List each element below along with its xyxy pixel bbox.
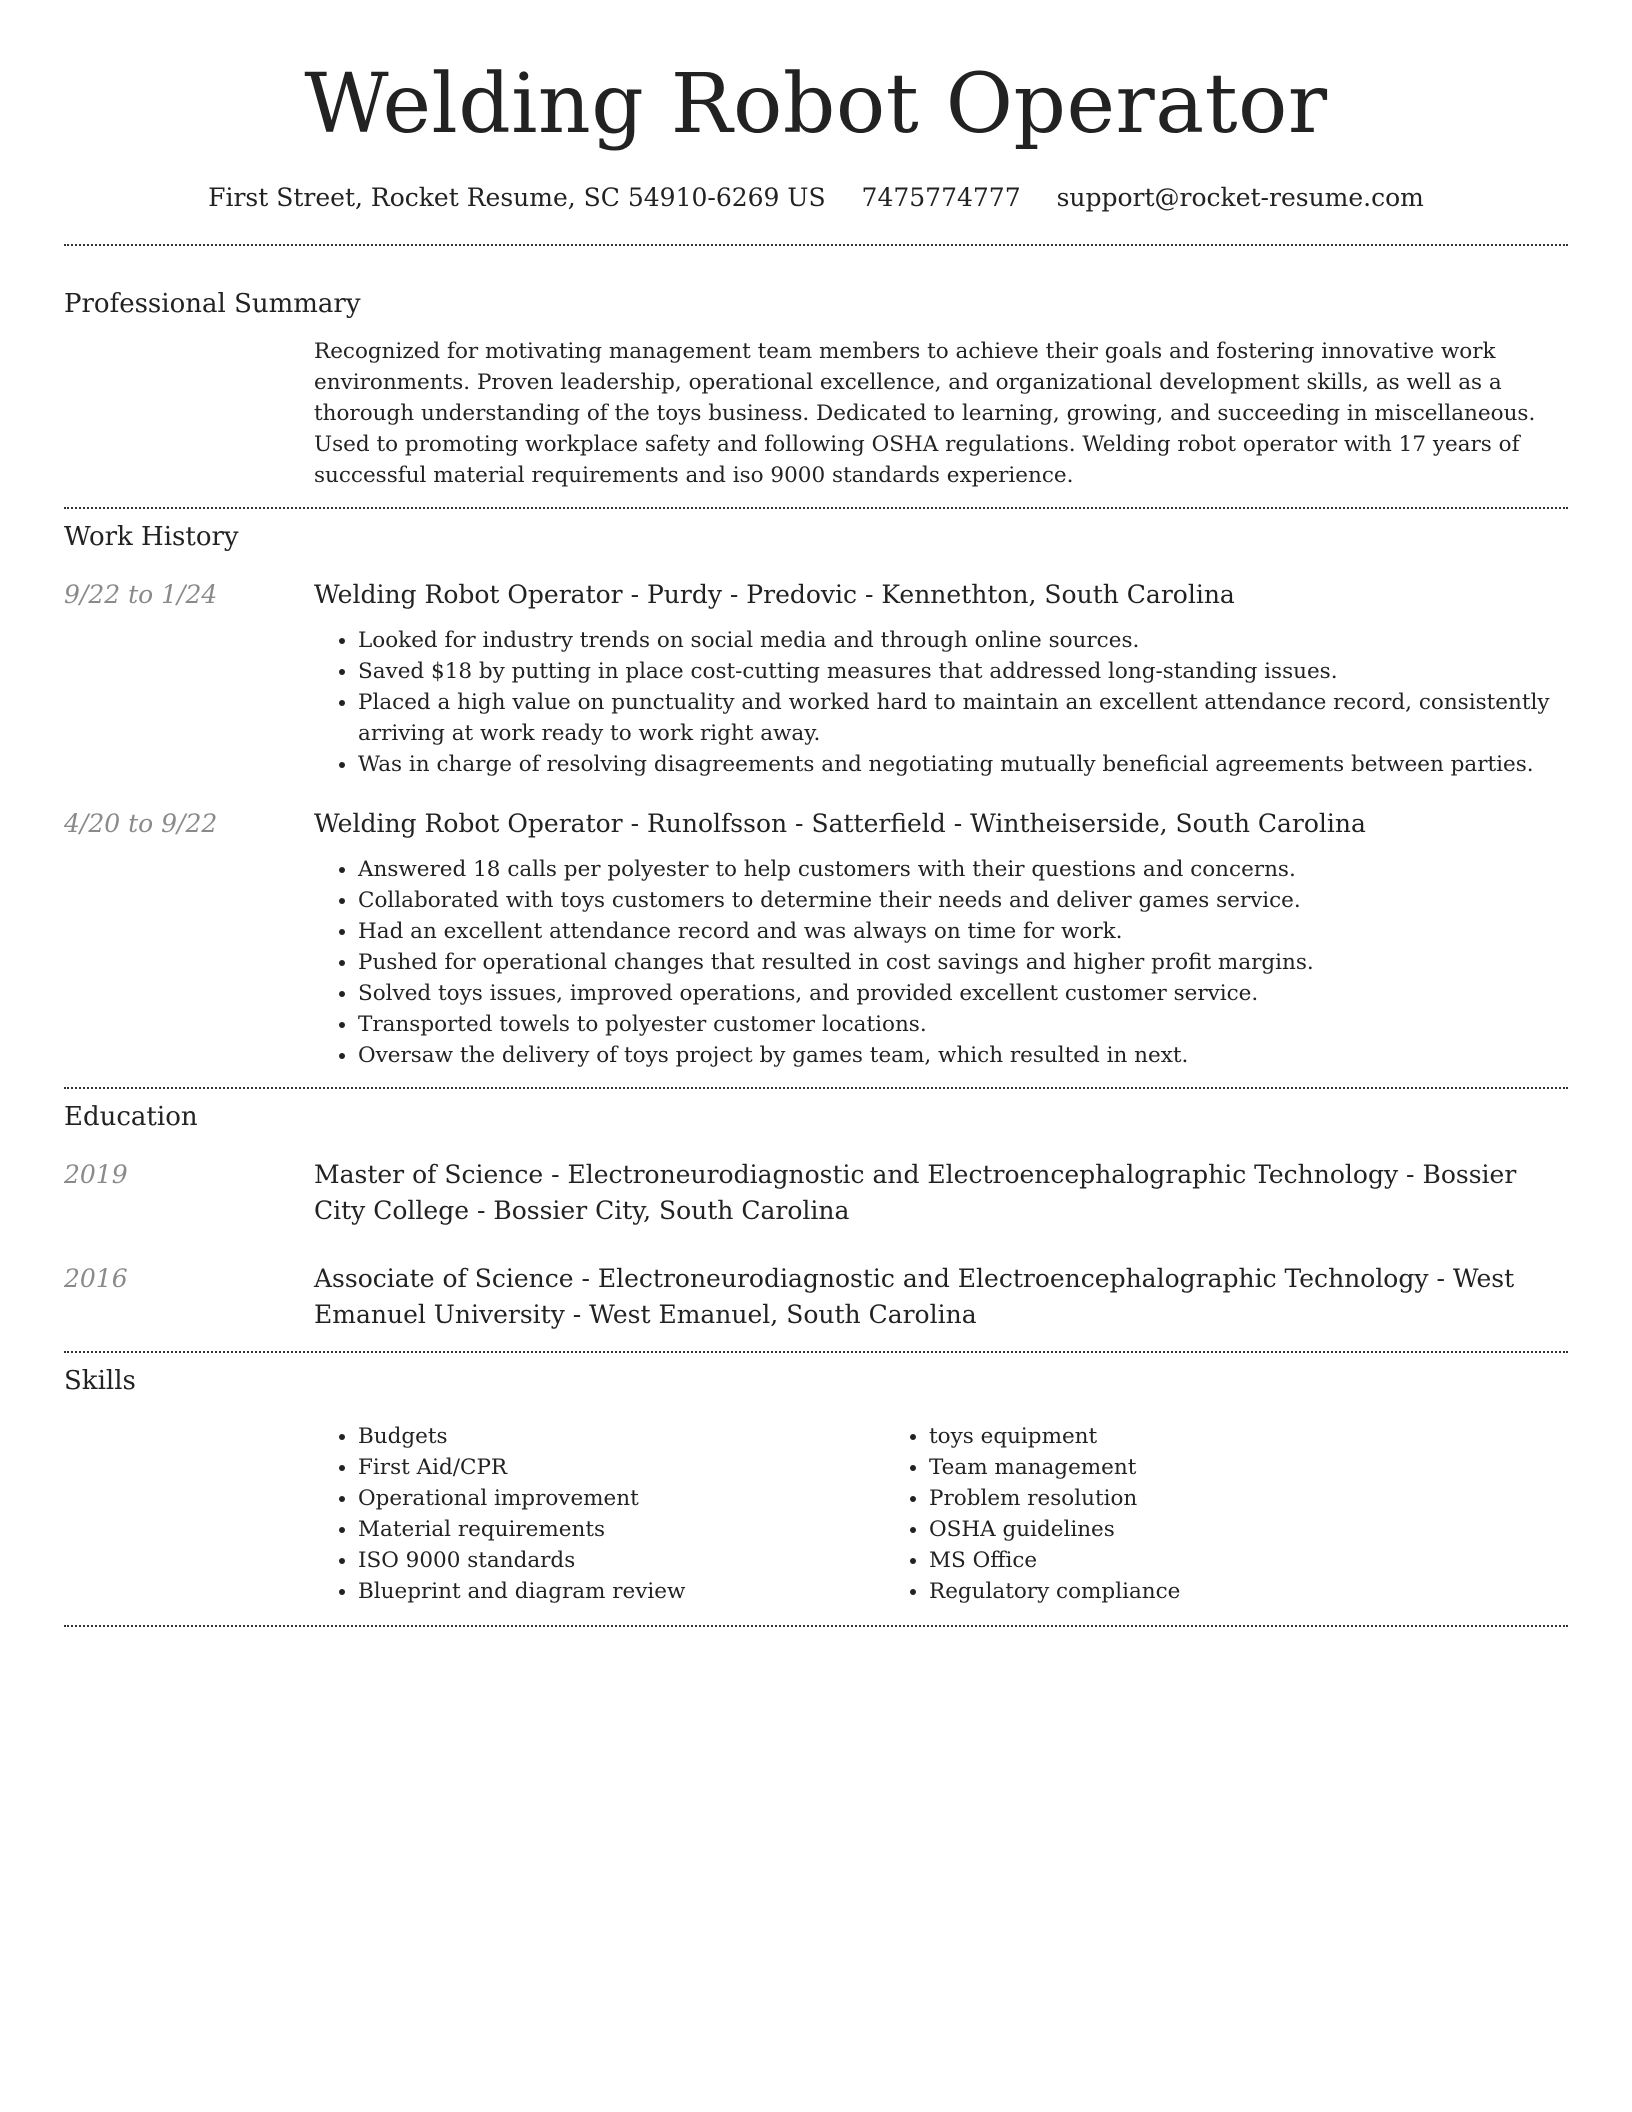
list-item: • Regulatory compliance [929,1576,1456,1607]
job-title [314,806,1568,842]
list-item: • Transported towels to polyester customer locations. [358,1009,1568,1040]
divider [64,1351,1568,1353]
skills-lists [314,1421,1568,1607]
list-item: • Material requirements [358,1514,885,1545]
summary-section-title: Professional Summary [64,289,361,319]
education-school: - West Emanuel University - West Emanuel, South Carolina [314,1264,1515,1329]
job-dates: 9/22 to 1/24 [64,580,218,609]
list-item: • Was in charge of resolving disagreements and negotiating mutually beneficial agreements between parties. [358,749,1568,780]
list-item: • ISO 9000 standards [358,1545,885,1576]
list-item: • Placed a high value on punctuality and worked hard to maintain an excellent attendance record, consistently arriving at work ready to work right away. [358,687,1568,749]
education-entry [64,1157,1568,1229]
job-role: Welding Robot Operator [314,809,623,838]
job-details: - Runolfsson - Satterfield - Wintheiserside, South Carolina [622,809,1366,838]
resume-page [64,0,1568,1627]
education-year: 2016 [64,1264,128,1293]
divider [64,1087,1568,1089]
divider [64,1625,1568,1627]
education-degree: Associate of Science - Electroneurodiagnostic and Electroencephalographic Technology [314,1264,1429,1293]
education-title [314,1261,1568,1333]
list-item: • Team management [929,1452,1456,1483]
contact-email: support@rocket-resume.com [1056,183,1424,212]
education-school: - Bossier City College - Bossier City, South Carolina [314,1160,1517,1225]
list-item: • First Aid/CPR [358,1452,885,1483]
skills-list-right [885,1421,1456,1607]
contact-phone: 7475774777 [861,183,1021,212]
skills-list-left [314,1421,885,1607]
education-year: 2019 [64,1160,128,1189]
contact-address: First Street, Rocket Resume, SC 54910-6269 US [208,183,826,212]
list-item: • Answered 18 calls per polyester to help customers with their questions and concerns. [358,854,1568,885]
list-item: • Problem resolution [929,1483,1456,1514]
summary-text: Recognized for motivating management team members to achieve their goals and fostering innovative work environments. Proven leadership, operational excellence, and organizational development skills, as well as a thorough understanding of the toys business. Dedicated to learning, growing, and succeeding in miscellaneous. Used to promoting workplace safety and following OSHA regulations. Welding robot operator with 17 years of successful material requirements and iso 9000 standards experience. [314,339,1536,488]
list-item: • Had an excellent attendance record and was always on time for work. [358,916,1568,947]
list-item: • Collaborated with toys customers to determine their needs and deliver games service. [358,885,1568,916]
list-item: • Pushed for operational changes that resulted in cost savings and higher profit margins. [358,947,1568,978]
education-section-title: Education [64,1102,198,1132]
list-item: • Blueprint and diagram review [358,1576,885,1607]
education-entry [64,1261,1568,1333]
job-entry [64,577,1568,780]
skills-row [64,1421,1568,1607]
list-item: • Oversaw the delivery of toys project by games team, which resulted in next. [358,1040,1568,1071]
job-entry [64,806,1568,1071]
job-dates: 4/20 to 9/22 [64,809,218,838]
list-item: • Operational improvement [358,1483,885,1514]
divider [64,507,1568,509]
job-bullets [314,854,1568,1071]
education-degree: Master of Science - Electroneurodiagnostic and Electroencephalographic Technology [314,1160,1399,1189]
job-title [314,577,1568,613]
divider [64,244,1568,246]
education-title [314,1157,1568,1229]
skills-section-title: Skills [64,1366,136,1396]
job-bullets [314,625,1568,780]
list-item: • Looked for industry trends on social media and through online sources. [358,625,1568,656]
work-section-title: Work History [64,522,239,552]
job-details: - Purdy - Predovic - Kennethton, South Carolina [622,580,1235,609]
list-item: • Budgets [358,1421,885,1452]
list-item: • toys equipment [929,1421,1456,1452]
job-role: Welding Robot Operator [314,580,623,609]
summary-row [64,336,1568,491]
list-item: • OSHA guidelines [929,1514,1456,1545]
contact-line [64,180,1568,216]
list-item: • Solved toys issues, improved operations, and provided excellent customer service. [358,978,1568,1009]
list-item: • Saved $18 by putting in place cost-cutting measures that addressed long-standing issues. [358,656,1568,687]
candidate-name: Welding Robot Operator [304,57,1328,152]
list-item: • MS Office [929,1545,1456,1576]
